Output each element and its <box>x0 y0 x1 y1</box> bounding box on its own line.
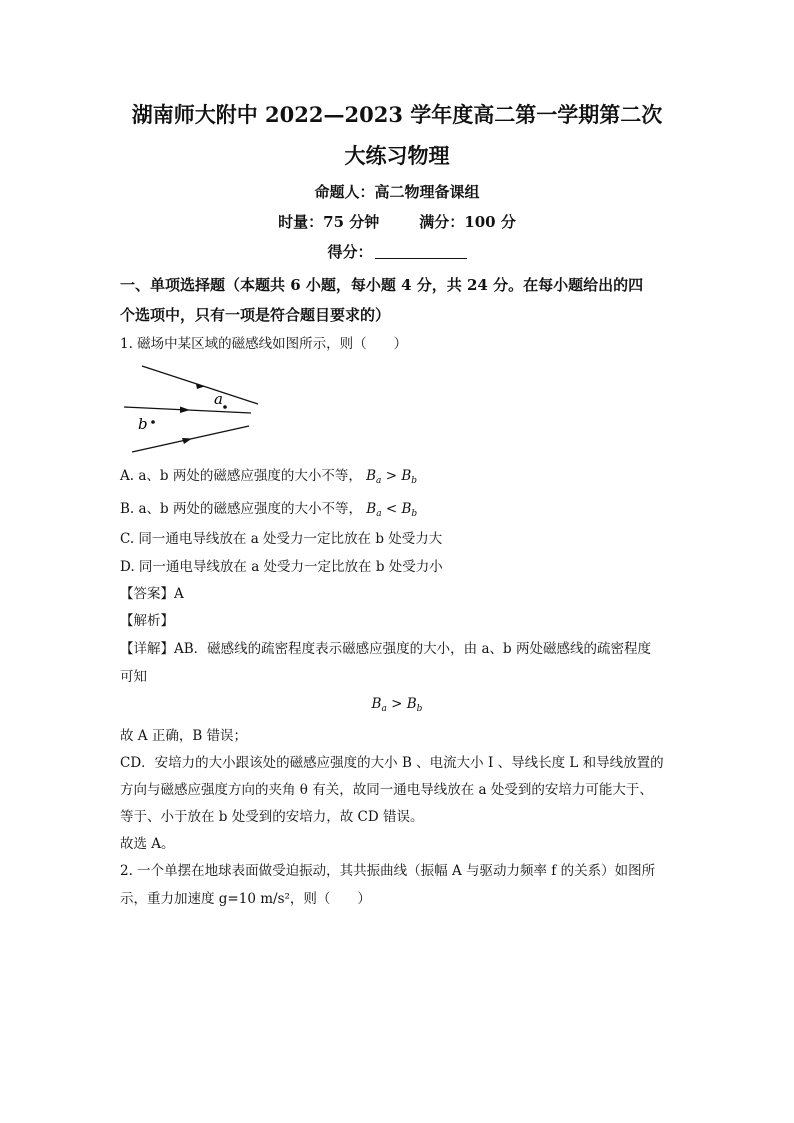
q1-detail-line2: 可知 <box>120 669 147 685</box>
field-line-top <box>142 366 258 404</box>
time-limit: 时量：75 分钟 <box>278 213 380 231</box>
time-score-line <box>0 211 794 232</box>
q1-option-a: A. a、b 两处的磁感应强度的大小不等， $B_a > B_b$ <box>120 468 418 486</box>
q1-stem: 1. 磁场中某区域的磁感线如图所示，则（ ） <box>120 336 408 352</box>
q1-option-b: B. a、b 两处的磁感应强度的大小不等， $B_a < B_b$ <box>120 501 418 519</box>
formula-ba-lt-bb: $B_a < B_b$ <box>366 501 418 519</box>
author-line: 命题人：高二物理备课组 <box>314 183 480 201</box>
q1-final: 故选 A。 <box>120 836 175 852</box>
q1-cd-line3: 等于、小于放在 b 处受到的安培力，故 CD 错误。 <box>120 809 424 825</box>
q1-cd-line1: CD．安培力的大小跟该处的磁感应强度的大小 B 、电流大小 I 、导线长度 L 和导线放置的 <box>120 755 664 771</box>
full-score: 满分：100 分 <box>419 213 516 231</box>
point-a-dot <box>223 405 227 409</box>
q1-option-d: D. 同一通电导线放在 a 处受力一定比放在 b 处受力小 <box>120 559 443 575</box>
q1-detail-line1: 【详解】AB．磁感线的疏密程度表示磁感应强度的大小，由 a、b 两处磁感线的疏密程度 <box>120 641 651 657</box>
q1-conclusion: 故 A 正确，B 错误； <box>120 728 248 744</box>
q2-line2: 示，重力加速度 g=10 m/s²，则（ ） <box>120 891 371 907</box>
score-blank[interactable] <box>375 244 467 259</box>
score-line <box>0 241 794 262</box>
q2-line1: 2. 一个单摆在地球表面做受迫振动，其共振曲线（振幅 A 与驱动力频率 f 的关系）如图所 <box>120 863 656 879</box>
q1-formula: $B_a > B_b$ <box>371 696 423 714</box>
q1-analysis: 【解析】 <box>120 613 174 629</box>
field-line-middle-arrow <box>180 407 190 414</box>
doc-title-line1: 湖南师大附中 2022—2023 学年度高二第一学期第二次 <box>131 102 663 127</box>
point-b-label: b <box>138 415 148 433</box>
magnetic-field-figure <box>118 360 268 460</box>
doc-title-line2: 大练习物理 <box>344 143 450 168</box>
q1-option-c: C. 同一通电导线放在 a 处受力一定比放在 b 处受力大 <box>120 531 443 547</box>
point-b-dot <box>151 420 155 424</box>
q1-answer: 【答案】A <box>120 586 184 602</box>
point-a-label: a <box>214 390 223 408</box>
formula-ba-gt-bb: $B_a > B_b$ <box>366 468 418 486</box>
q1-cd-line2: 方向与磁感应强度方向的夹角 θ 有关，故同一通电导线放在 a 处受到的安培力可能大于、 <box>120 782 653 798</box>
score-label: 得分： <box>327 243 373 261</box>
section-heading-line2: 个选项中，只有一项是符合题目要求的） <box>120 306 391 324</box>
field-line-bottom-arrow <box>182 438 192 444</box>
section-heading-line1: 一、单项选择题（本题共 6 小题，每小题 4 分，共 24 分。在每小题给出的四 <box>120 276 644 294</box>
